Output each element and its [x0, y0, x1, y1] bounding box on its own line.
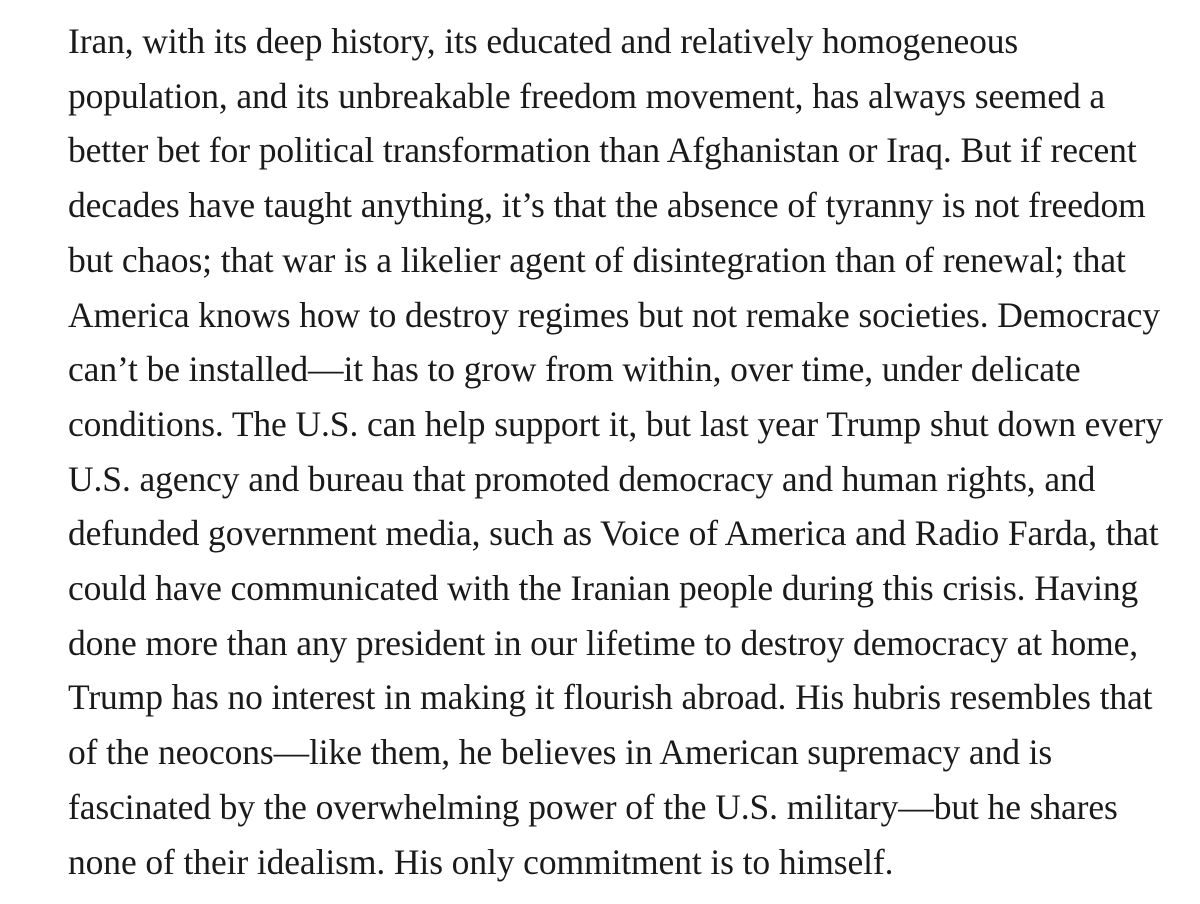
paragraph-line: defunded government media, such as Voice of America and Radio Farda, that: [68, 513, 1159, 554]
paragraph-line: Trump has no interest in making it flourish abroad. His hubris resembles that: [68, 677, 1153, 718]
paragraph-line: none of their idealism. His only commitment is to himself.: [68, 841, 894, 882]
paragraph-line: fascinated by the overwhelming power of the U.S. military—but he shares: [68, 786, 1118, 827]
paragraph-line: Iran, with its deep history, its educated and relatively homogeneous: [68, 21, 1019, 61]
article-paragraph: [68, 14, 1188, 889]
paragraph-line: can’t be installed—it has to grow from within, over time, under delicate: [68, 349, 1081, 390]
paragraph-line: better bet for political transformation than Afghanistan or Iraq. But if recent: [68, 130, 1137, 171]
paragraph-line: could have communicated with the Iranian people during this crisis. Having: [68, 568, 1139, 609]
paragraph-line: but chaos; that war is a likelier agent of disintegration than of renewal; that: [68, 239, 1126, 280]
paragraph-line: done more than any president in our lifetime to destroy democracy at home,: [68, 622, 1139, 663]
paragraph-line: conditions. The U.S. can help support it, but last year Trump shut down every: [68, 403, 1164, 444]
paragraph-line: decades have taught anything, it’s that the absence of tyranny is not freedom: [68, 185, 1146, 226]
paragraph-line: of the neocons—like them, he believes in American supremacy and is: [68, 732, 1053, 773]
paragraph-line: America knows how to destroy regimes but not remake societies. Democracy: [68, 294, 1160, 335]
paragraph-line: U.S. agency and bureau that promoted democracy and human rights, and: [68, 458, 1096, 499]
paragraph-line: population, and its unbreakable freedom movement, has always seemed a: [68, 75, 1106, 116]
